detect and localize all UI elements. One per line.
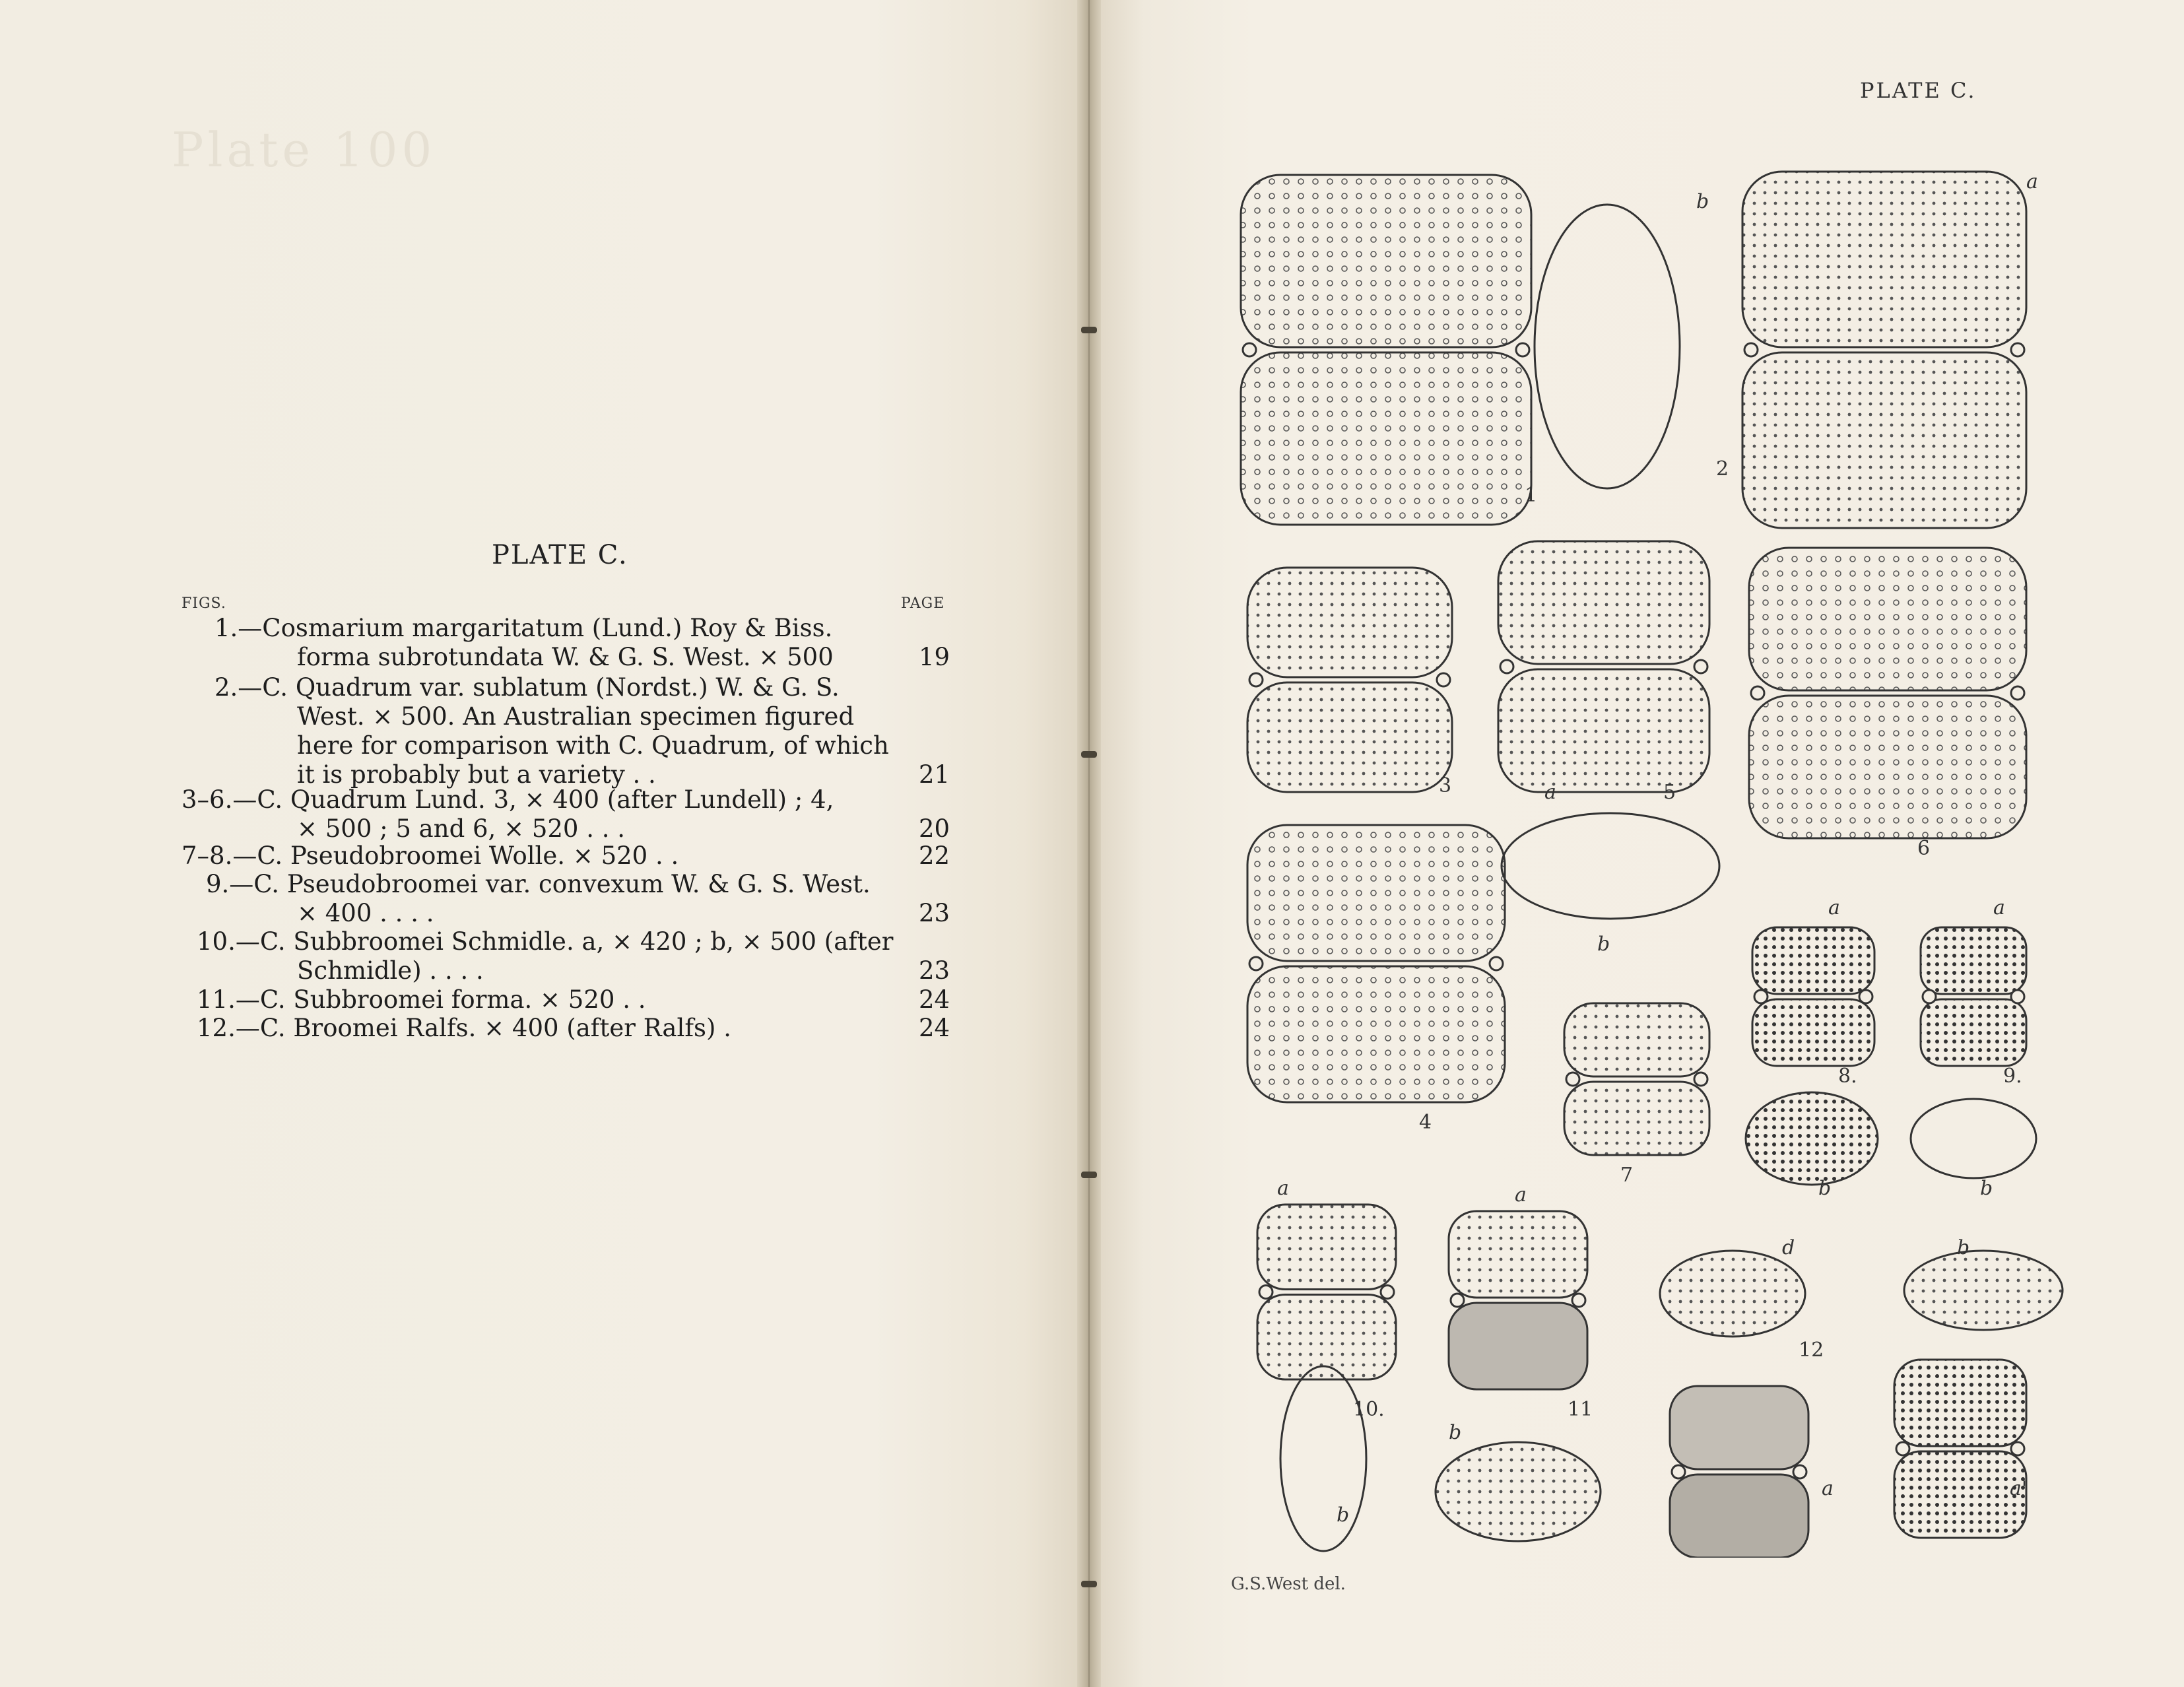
- sinus-notch: [1500, 660, 1513, 673]
- legend-page-number: 22: [919, 842, 950, 870]
- legend-entry-line: Schmidle) . . . .: [297, 956, 484, 985]
- figure-label: 10.: [1353, 1398, 1385, 1421]
- legend-page-number: 23: [919, 956, 950, 985]
- legend-entry-line: 1.—Cosmarium margaritatum (Lund.) Roy & Biss.: [215, 614, 833, 642]
- semicell-outline: [1241, 352, 1531, 525]
- sinus-notch: [1744, 343, 1758, 356]
- legend-entry-line: 3–6.—C. Quadrum Lund. 3, × 400 (after Lundell) ; 4,: [182, 785, 834, 814]
- figure-label: 2: [1716, 457, 1729, 480]
- ghost-show-through-text: Plate 100: [172, 122, 436, 178]
- semicell-outline: [1257, 1205, 1396, 1290]
- sinus-notch: [1381, 1286, 1394, 1299]
- binding-stitch: [1081, 327, 1097, 333]
- binding-stitch: [1081, 1581, 1097, 1587]
- sinus-notch: [1516, 343, 1529, 356]
- figs-column-header: FIGS.: [182, 595, 226, 612]
- figure-label: 6: [1917, 837, 1931, 860]
- legend-page-number: 24: [919, 1014, 950, 1042]
- legend-entry-line: forma subrotundata W. & G. S. West. × 500: [297, 643, 834, 671]
- figure-label: b: [1957, 1236, 1970, 1259]
- cell-end-view: [1280, 1366, 1366, 1551]
- book-gutter: [1077, 0, 1101, 1687]
- semicell-outline: [1498, 669, 1709, 792]
- semicell-outline: [1449, 1211, 1587, 1298]
- cell-end-view: [1660, 1251, 1805, 1337]
- sinus-notch: [1259, 1286, 1273, 1299]
- semicell-outline: [1752, 999, 1874, 1066]
- figure-label: b: [1337, 1504, 1350, 1527]
- sinus-notch: [1793, 1465, 1806, 1478]
- figure-label: a: [1544, 781, 1556, 804]
- legend-entry-line: × 400 . . . .: [297, 899, 434, 927]
- cell-end-view: [1746, 1092, 1878, 1185]
- sinus-notch: [2011, 1442, 2024, 1455]
- sinus-notch: [1694, 660, 1707, 673]
- semicell-outline: [1670, 1386, 1808, 1469]
- figure-label: a': [2010, 1477, 2028, 1500]
- semicell-outline: [1749, 696, 2026, 838]
- legend-entry-line: 2.—C. Quadrum var. sublatum (Nordst.) W. & G. S.: [215, 673, 840, 702]
- semicell-outline: [1742, 172, 2026, 347]
- semicell-outline: [1247, 825, 1505, 961]
- sinus-notch: [2011, 343, 2024, 356]
- sinus-notch: [1490, 957, 1503, 970]
- sinus-notch: [1249, 957, 1263, 970]
- legend-entry-line: × 500 ; 5 and 6, × 520 . . .: [297, 814, 626, 843]
- figure-label: a: [2026, 170, 2038, 193]
- legend-entry-line: here for comparison with C. Quadrum, of which: [297, 731, 889, 760]
- legend-page-number: 20: [919, 814, 950, 843]
- legend-entry-line: 9.—C. Pseudobroomei var. convexum W. & G. S. West.: [206, 870, 871, 898]
- page-column-header: PAGE: [901, 595, 945, 612]
- semicell-outline: [1749, 548, 2026, 690]
- cell-end-view: [1911, 1099, 2036, 1178]
- cell-end-view: [1436, 1442, 1601, 1541]
- sinus-notch: [1437, 673, 1450, 686]
- semicell-outline: [1241, 175, 1531, 347]
- legend-entry-line: 12.—C. Broomei Ralfs. × 400 (after Ralfs) .: [197, 1014, 731, 1042]
- semicell-outline: [1247, 568, 1452, 677]
- cell-end-view: [1535, 205, 1680, 488]
- semicell-outline: [1752, 927, 1874, 994]
- sinus-notch: [2011, 990, 2024, 1003]
- figure-label: 7: [1620, 1164, 1634, 1187]
- figure-label: b: [1980, 1177, 1993, 1200]
- semicell-outline: [1247, 682, 1452, 792]
- legend-entry-line: it is probably but a variety . .: [297, 760, 656, 789]
- figure-label: b: [1597, 933, 1610, 956]
- semicell-outline: [1564, 1003, 1709, 1076]
- figure-label: a: [1515, 1183, 1527, 1207]
- desmid-plate-illustration: [1221, 145, 2079, 1558]
- left-page: [0, 0, 1089, 1687]
- legend-entry-line: 7–8.—C. Pseudobroomei Wolle. × 520 . .: [182, 842, 679, 870]
- semicell-outline: [1742, 352, 2026, 528]
- sinus-notch: [1243, 343, 1256, 356]
- semicell-outline: [1670, 1474, 1808, 1558]
- figure-label: a: [1993, 896, 2005, 919]
- figure-label: b: [1818, 1177, 1832, 1200]
- legend-entry-line: 10.—C. Subbroomei Schmidle. a, × 420 ; b, × 500 (after: [197, 927, 894, 956]
- sinus-notch: [1896, 1442, 1909, 1455]
- legend-page-number: 21: [919, 760, 950, 789]
- semicell-outline: [1247, 966, 1505, 1102]
- sinus-notch: [1672, 1465, 1685, 1478]
- legend-page-number: 24: [919, 985, 950, 1014]
- legend-entry-line: West. × 500. An Australian specimen figured: [297, 702, 855, 731]
- cell-end-view: [1502, 813, 1719, 919]
- sinus-notch: [1451, 1294, 1464, 1307]
- sinus-notch: [1572, 1294, 1585, 1307]
- plate-caption-title: PLATE C.: [492, 540, 628, 570]
- sinus-notch: [1923, 990, 1936, 1003]
- figure-label: a: [1828, 896, 1840, 919]
- artist-credit: G.S.West del.: [1231, 1574, 1346, 1594]
- figure-label: d: [1782, 1236, 1795, 1259]
- sinus-notch: [1566, 1073, 1579, 1086]
- figure-label: b: [1449, 1421, 1462, 1444]
- sinus-notch: [1694, 1073, 1707, 1086]
- figure-label: 9.: [2003, 1065, 2022, 1088]
- plate-title: PLATE C.: [1860, 78, 1977, 103]
- binding-stitch: [1081, 751, 1097, 758]
- figure-label: 4: [1419, 1111, 1432, 1134]
- figure-label: a: [1277, 1177, 1289, 1200]
- semicell-outline: [1894, 1360, 2026, 1446]
- semicell-outline: [1449, 1303, 1587, 1389]
- figure-label: 5: [1663, 781, 1676, 804]
- semicell-outline: [1921, 927, 2026, 994]
- legend-page-number: 19: [919, 643, 950, 671]
- figure-label: 3: [1439, 774, 1452, 797]
- semicell-outline: [1921, 999, 2026, 1066]
- legend-page-number: 23: [919, 899, 950, 927]
- legend-entry-line: 11.—C. Subbroomei forma. × 520 . .: [197, 985, 646, 1014]
- semicell-outline: [1894, 1451, 2026, 1538]
- figure-label: 12: [1799, 1339, 1824, 1362]
- binding-stitch: [1081, 1172, 1097, 1178]
- figure-label: a: [1822, 1477, 1834, 1500]
- sinus-notch: [2011, 686, 2024, 700]
- sinus-notch: [1754, 990, 1768, 1003]
- semicell-outline: [1564, 1082, 1709, 1155]
- figure-label: 11: [1568, 1398, 1593, 1421]
- figure-label: 1: [1525, 484, 1538, 507]
- cell-end-view: [1904, 1251, 2063, 1330]
- figure-label: b: [1696, 190, 1709, 213]
- semicell-outline: [1498, 541, 1709, 664]
- sinus-notch: [1751, 686, 1764, 700]
- sinus-notch: [1249, 673, 1263, 686]
- figure-label: 8.: [1838, 1065, 1857, 1088]
- sinus-notch: [1859, 990, 1872, 1003]
